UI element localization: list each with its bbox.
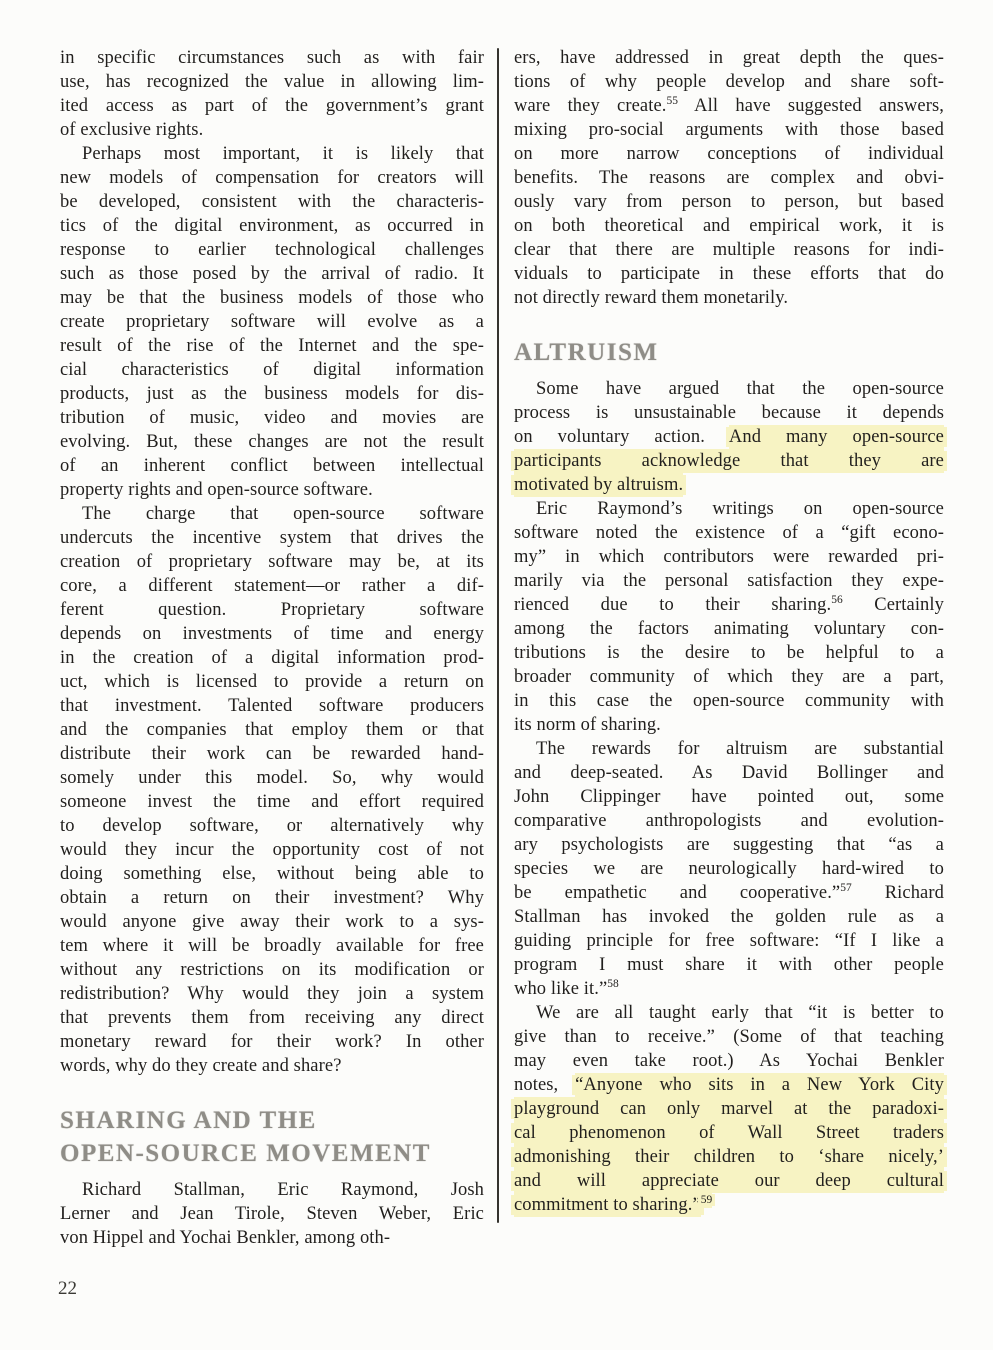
text-segment: create proprietary software will evolve as a	[60, 312, 484, 332]
section-heading	[60, 1104, 484, 1170]
text-line	[60, 382, 484, 406]
text-line	[60, 118, 484, 142]
text-line	[60, 742, 484, 766]
text-segment: Some have argued that the open-source	[536, 379, 944, 399]
text-segment: my” in which contributors were rewarded pri-	[514, 547, 944, 567]
text-line	[60, 262, 484, 286]
text-segment: undercuts the incentive system that drives the	[60, 528, 484, 548]
text-line	[514, 497, 944, 521]
paragraph	[60, 502, 484, 1078]
text-line	[514, 809, 944, 833]
text-line	[514, 1169, 944, 1193]
text-line	[514, 785, 944, 809]
text-line	[60, 406, 484, 430]
text-line	[60, 46, 484, 70]
text-segment: marily via the personal satisfaction they expe-	[514, 571, 944, 591]
text-line	[514, 833, 944, 857]
text-line	[60, 646, 484, 670]
paragraph	[60, 46, 484, 142]
text-segment: products, just as the business models for dis-	[60, 384, 484, 404]
text-line	[514, 94, 944, 118]
highlighted-text: cal phenomenon of Wall Street traders	[514, 1123, 944, 1143]
text-segment: ary psychologists are suggesting that “as a	[514, 835, 944, 855]
text-line	[60, 622, 484, 646]
highlighted-text: playground can only marvel at the paradoxi-	[514, 1099, 944, 1119]
text-segment: may even take root.) As Yochai Benkler	[514, 1051, 944, 1071]
paragraph	[514, 497, 944, 737]
text-segment: depends on investments of time and energy	[60, 624, 484, 644]
text-segment: result of the rise of the Internet and the spe-	[60, 336, 484, 356]
text-segment: ers, have addressed in great depth the ques-	[514, 48, 944, 68]
text-line	[514, 929, 944, 953]
text-line	[514, 262, 944, 286]
text-line	[514, 905, 944, 929]
text-line	[514, 521, 944, 545]
text-line	[60, 694, 484, 718]
text-line	[60, 718, 484, 742]
text-segment: Stallman has invoked the golden rule as a	[514, 907, 944, 927]
text-segment: broader community of which they are a part,	[514, 667, 944, 687]
text-line	[60, 886, 484, 910]
text-line	[514, 449, 944, 473]
text-line	[514, 377, 944, 401]
text-segment: in specific circumstances such as with fair	[60, 48, 484, 68]
text-segment: tribution of music, video and movies are	[60, 408, 484, 428]
text-line	[514, 977, 944, 1001]
text-segment: that investment. Talented software producers	[60, 696, 484, 716]
text-line	[60, 358, 484, 382]
text-segment: The rewards for altruism are substantial	[536, 739, 944, 759]
text-segment: John Clippinger have pointed out, some	[514, 787, 944, 807]
text-segment: among the factors animating voluntary con-	[514, 619, 944, 639]
text-segment: von Hippel and Yochai Benkler, among oth-	[60, 1228, 391, 1248]
text-segment: that prevents them from receiving any direct	[60, 1008, 484, 1028]
text-line	[60, 790, 484, 814]
text-line	[514, 593, 944, 617]
text-line	[514, 142, 944, 166]
highlighted-text: And many open-source	[728, 427, 944, 447]
highlighted-text: admonishing their children to ‘share nicely,’	[514, 1147, 944, 1167]
text-segment: Richard Stallman, Eric Raymond, Josh	[82, 1180, 484, 1200]
text-line	[60, 526, 484, 550]
text-segment: give than to receive.” (Some of that teaching	[514, 1027, 944, 1047]
footnote-reference: 55	[666, 94, 678, 107]
text-line	[514, 641, 944, 665]
text-line	[514, 473, 944, 497]
text-segment: benefits. The reasons are complex and obvi-	[514, 168, 944, 188]
section-heading	[514, 336, 944, 369]
text-segment: All have suggested answers,	[677, 96, 944, 116]
text-segment: its norm of sharing.	[514, 715, 661, 735]
footnote-reference: 58	[607, 977, 619, 990]
text-line	[60, 1226, 484, 1250]
text-line	[514, 1025, 944, 1049]
text-segment: would they incur the opportunity cost of not	[60, 840, 484, 860]
text-line	[60, 286, 484, 310]
text-segment: We are all taught early that “it is better to	[536, 1003, 944, 1023]
text-segment: of exclusive rights.	[60, 120, 204, 140]
text-segment: and deep-seated. As David Bollinger and	[514, 763, 944, 783]
text-segment: distribute their work can be rewarded hand-	[60, 744, 484, 764]
paragraph	[514, 1001, 944, 1217]
footnote-reference: 57	[840, 881, 852, 894]
paragraph	[514, 377, 944, 497]
text-segment: Lerner and Jean Tirole, Steven Weber, Eric	[60, 1204, 484, 1224]
text-line	[60, 334, 484, 358]
text-segment: words, why do they create and share?	[60, 1056, 342, 1076]
text-line	[514, 689, 944, 713]
text-line	[514, 569, 944, 593]
text-segment: be developed, consistent with the characteris-	[60, 192, 484, 212]
text-line	[514, 737, 944, 761]
text-line	[514, 1145, 944, 1169]
heading-line	[60, 1104, 484, 1137]
text-line	[60, 766, 484, 790]
text-line	[514, 617, 944, 641]
text-line	[60, 1178, 484, 1202]
text-segment: clear that there are multiple reasons for indi-	[514, 240, 944, 260]
text-line	[514, 1193, 944, 1217]
text-line	[60, 958, 484, 982]
text-line	[514, 286, 944, 310]
text-line	[514, 70, 944, 94]
paragraph	[60, 1178, 484, 1250]
text-line	[514, 214, 944, 238]
text-line	[60, 838, 484, 862]
highlighted-text: participants acknowledge that they are	[514, 451, 944, 471]
text-segment: ited access as part of the government’s grant	[60, 96, 484, 116]
highlighted-text: motivated by altruism.	[514, 475, 684, 495]
text-segment: mixing pro-social arguments with those based	[514, 120, 944, 140]
page-number: 22	[58, 1278, 77, 1299]
text-line	[514, 665, 944, 689]
text-segment: on voluntary action.	[514, 427, 729, 447]
text-line	[60, 598, 484, 622]
text-line	[60, 1202, 484, 1226]
text-line	[60, 934, 484, 958]
text-segment: ALTRUISM	[514, 339, 659, 366]
highlighted-text: and will appreciate our deep cultural	[514, 1171, 944, 1191]
text-segment: cial characteristics of digital information	[60, 360, 484, 380]
text-line	[60, 94, 484, 118]
text-line	[514, 1121, 944, 1145]
heading-line	[514, 336, 944, 369]
text-segment: evolving. But, these changes are not the result	[60, 432, 484, 452]
text-line	[514, 118, 944, 142]
text-segment: ferent question. Proprietary software	[60, 600, 484, 620]
text-segment: ously vary from person to person, but based	[514, 192, 944, 212]
text-line	[514, 190, 944, 214]
text-segment: Certainly	[842, 595, 944, 615]
text-line	[60, 550, 484, 574]
text-segment: in this case the open-source community with	[514, 691, 944, 711]
text-segment: Richard	[851, 883, 944, 903]
text-line	[514, 166, 944, 190]
text-line	[514, 1049, 944, 1073]
text-segment: core, a different statement—or rather a dif-	[60, 576, 484, 596]
text-segment: guiding principle for free software: “If I like a	[514, 931, 944, 951]
text-segment: tions of why people develop and share soft-	[514, 72, 944, 92]
text-segment: rienced due to their sharing.	[514, 595, 832, 615]
text-segment: such as those posed by the arrival of radio. It	[60, 264, 484, 284]
text-segment: creation of proprietary software may be, at its	[60, 552, 484, 572]
text-line	[60, 982, 484, 1006]
text-segment: to develop software, or alternatively why	[60, 816, 484, 836]
footnote-reference: 56	[831, 593, 843, 606]
text-segment: on more narrow conceptions of individual	[514, 144, 944, 164]
text-line	[60, 670, 484, 694]
text-segment: OPEN-SOURCE MOVEMENT	[60, 1140, 431, 1167]
text-segment: tics of the digital environment, as occurred in	[60, 216, 484, 236]
text-line	[60, 1006, 484, 1030]
text-line	[60, 910, 484, 934]
text-segment: Eric Raymond’s writings on open-source	[536, 499, 944, 519]
text-line	[60, 430, 484, 454]
right-column	[514, 46, 944, 1217]
text-line	[60, 454, 484, 478]
text-segment: in the creation of a digital information prod-	[60, 648, 484, 668]
text-segment: software noted the existence of a “gift econo-	[514, 523, 944, 543]
text-segment: property rights and open-source software.	[60, 480, 373, 500]
text-line	[514, 1097, 944, 1121]
text-segment: may be that the business models of those who	[60, 288, 484, 308]
text-segment: ware they create.	[514, 96, 667, 116]
text-line	[514, 1073, 944, 1097]
text-line	[514, 238, 944, 262]
text-segment: new models of compensation for creators will	[60, 168, 484, 188]
text-line	[514, 425, 944, 449]
text-segment: notes,	[514, 1075, 576, 1095]
column-divider-rule	[497, 48, 499, 1223]
highlighted-text: commitment to sharing.”	[514, 1195, 701, 1215]
text-segment: species we are neurologically hard-wired to	[514, 859, 944, 879]
text-line	[60, 70, 484, 94]
text-segment: SHARING AND THE	[60, 1107, 317, 1134]
text-segment: tributions is the desire to be helpful to a	[514, 643, 944, 663]
text-line	[60, 166, 484, 190]
paragraph	[514, 46, 944, 310]
text-line	[60, 142, 484, 166]
heading-line	[60, 1137, 484, 1170]
text-segment: not directly reward them monetarily.	[514, 288, 789, 308]
text-segment: use, has recognized the value in allowing lim-	[60, 72, 484, 92]
text-line	[60, 814, 484, 838]
text-segment: tem where it will be broadly available for free	[60, 936, 484, 956]
text-line	[514, 713, 944, 737]
text-line	[514, 761, 944, 785]
text-line	[60, 502, 484, 526]
text-segment: be empathetic and cooperative.”	[514, 883, 841, 903]
text-line	[60, 214, 484, 238]
text-segment: comparative anthropologists and evolution-	[514, 811, 944, 831]
text-segment: The charge that open-source software	[82, 504, 484, 524]
text-segment: doing something else, without being able to	[60, 864, 484, 884]
text-line	[60, 238, 484, 262]
text-segment: on both theoretical and empirical work, it is	[514, 216, 944, 236]
text-segment: redistribution? Why would they join a system	[60, 984, 484, 1004]
paragraph	[514, 737, 944, 1001]
text-line	[514, 953, 944, 977]
text-line	[60, 478, 484, 502]
text-segment: uct, which is licensed to provide a return on	[60, 672, 484, 692]
text-line	[514, 401, 944, 425]
highlighted-text: “Anyone who sits in a New York City	[575, 1075, 944, 1095]
left-column	[60, 46, 484, 1250]
text-line	[60, 574, 484, 598]
paragraph	[60, 142, 484, 502]
text-segment: response to earlier technological challenges	[60, 240, 484, 260]
text-line	[514, 46, 944, 70]
text-segment: Perhaps most important, it is likely that	[82, 144, 484, 164]
text-segment: program I must share it with other people	[514, 955, 944, 975]
text-segment: viduals to participate in these efforts that do	[514, 264, 944, 284]
text-line	[514, 857, 944, 881]
text-segment: someone invest the time and effort required	[60, 792, 484, 812]
text-segment: who like it.”	[514, 979, 608, 999]
text-segment: monetary reward for their work? In other	[60, 1032, 484, 1052]
text-segment: of an inherent conflict between intellectual	[60, 456, 484, 476]
text-line	[60, 1030, 484, 1054]
text-line	[60, 1054, 484, 1078]
text-line	[514, 545, 944, 569]
text-segment: and the companies that employ them or that	[60, 720, 484, 740]
text-line	[60, 310, 484, 334]
text-segment: obtain a return on their investment? Why	[60, 888, 484, 908]
text-segment: without any restrictions on its modification or	[60, 960, 484, 980]
text-segment: somely under this model. So, why would	[60, 768, 484, 788]
text-line	[514, 1001, 944, 1025]
text-line	[60, 862, 484, 886]
footnote-reference: 59	[700, 1193, 713, 1206]
text-segment: process is unsustainable because it depends	[514, 403, 944, 423]
text-segment: would anyone give away their work to a sys-	[60, 912, 484, 932]
text-line	[60, 190, 484, 214]
text-line	[514, 881, 944, 905]
